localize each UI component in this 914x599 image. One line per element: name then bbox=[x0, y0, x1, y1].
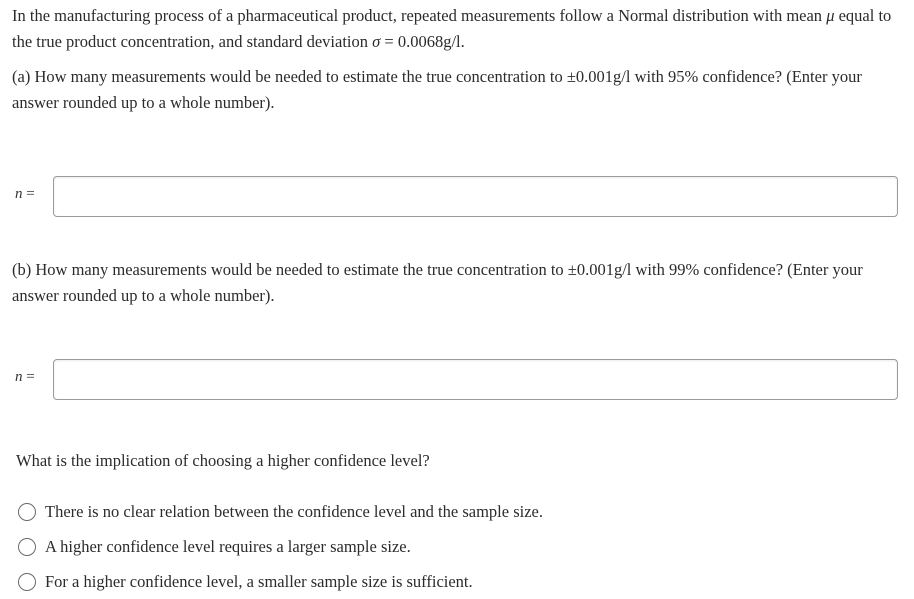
answer-input-a[interactable] bbox=[53, 176, 898, 217]
option-label: A higher confidence level requires a larger sample size. bbox=[45, 536, 411, 556]
option-label: For a higher confidence level, a smaller sample size is sufficient. bbox=[45, 571, 473, 591]
problem-intro bbox=[12, 3, 907, 55]
question-b: (b) How many measurements would be needed to estimate the true concentration to ±0.001g/l with 99% confidence? (Enter your answer rounded up to a whole number). bbox=[12, 260, 863, 305]
option-label: There is no clear relation between the confidence level and the sample size. bbox=[45, 501, 543, 521]
mu-symbol: μ bbox=[826, 6, 835, 25]
answer-row-b bbox=[0, 359, 914, 401]
radio-button-icon[interactable] bbox=[18, 573, 36, 591]
option-3[interactable] bbox=[18, 564, 543, 599]
intro-text-1: In the manufacturing process of a pharmaceutical product, repeated measurements follow a Normal distribution with mean bbox=[12, 6, 827, 25]
question-a: (a) How many measurements would be needed to estimate the true concentration to ±0.001g/l with 95% confidence? (Enter your answer rounded up to a whole number). bbox=[12, 67, 862, 112]
intro-text-2: equal to the true product concentration, and standard deviation bbox=[12, 6, 892, 51]
option-1[interactable] bbox=[18, 494, 543, 529]
sigma-value: = 0.0068g/l. bbox=[380, 32, 465, 51]
n-label-a: n = bbox=[15, 186, 35, 202]
sigma-symbol: σ bbox=[372, 32, 381, 51]
implication-question: What is the implication of choosing a higher confidence level? bbox=[16, 451, 430, 470]
radio-button-icon[interactable] bbox=[18, 503, 36, 521]
radio-button-icon[interactable] bbox=[18, 538, 36, 556]
answer-row-a bbox=[0, 176, 914, 218]
answer-input-b[interactable] bbox=[53, 359, 898, 400]
option-2[interactable] bbox=[18, 529, 543, 564]
implication-options bbox=[18, 494, 543, 599]
n-label-b: n = bbox=[15, 369, 35, 385]
